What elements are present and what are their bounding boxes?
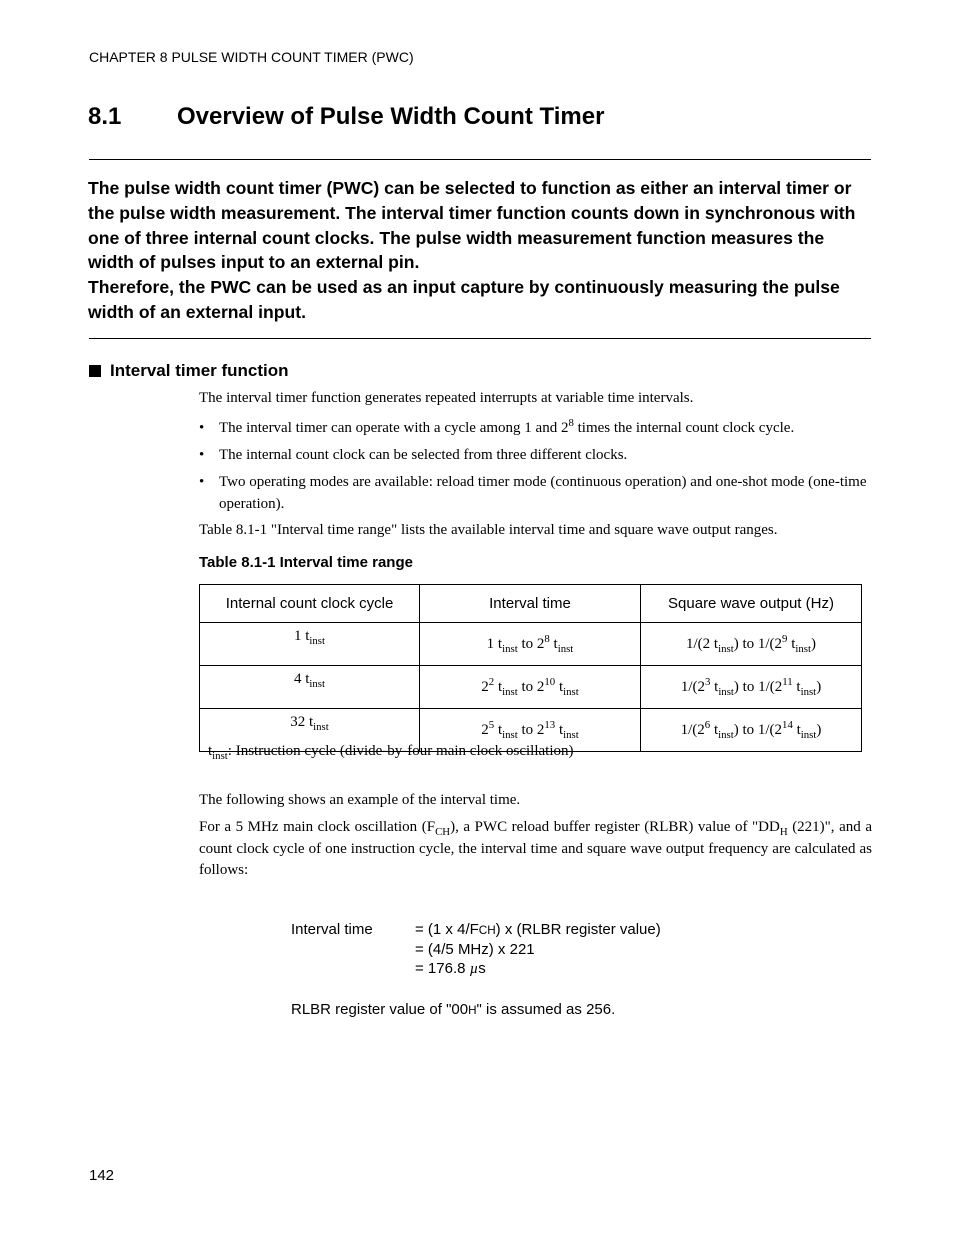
calc-equations <box>415 920 661 979</box>
subsection-heading <box>89 361 289 381</box>
divider-bottom <box>89 338 871 339</box>
table-header-row <box>200 585 862 623</box>
table-cell: 1/(2 $t_{inst}$) to $1/(2^9$ $t_{inst}$) <box>641 623 862 666</box>
column-header: Square wave output (Hz) <box>641 585 862 623</box>
table-cell: 1 $t_{inst}$ to $2^8$ $t_{inst}$ <box>420 623 641 666</box>
column-header: Internal count clock cycle <box>200 585 420 623</box>
subsection-title: Interval timer function <box>110 361 289 380</box>
bullet-dot-icon: • <box>199 420 205 436</box>
table-row <box>200 666 862 709</box>
table-cell: 32 $t_{inst}$ <box>200 709 420 752</box>
table-cell: 4 $t_{inst}$ <box>200 666 420 709</box>
paragraph-example-conditions: For a 5 MHz main clock oscillation $(F_{CH})$, a PWC reload buffer register (RLBR) value of "$DD_H$ (221)", and a count clock cycle of one instruction cycle, the interval time and square wave output frequency are calculated as follows: <box>199 819 872 878</box>
calc-label: Interval time <box>291 921 373 938</box>
section-number: 8.1 <box>88 103 122 130</box>
bullet-item: • The interval timer can operate with a cycle among 1 and $2^8$ times the internal count clock cycle. <box>199 418 872 445</box>
table-cell: $2^2$ $t_{inst}$ to $2^{10}$ $t_{inst}$ <box>420 666 641 709</box>
calc-line: = (4/5 MHz) x 221 <box>415 941 535 958</box>
table-caption: Table 8.1-1 Interval time range <box>199 554 413 571</box>
table-row <box>200 623 862 666</box>
paragraph-intro: The interval timer function generates repeated interrupts at variable time intervals. <box>199 390 694 406</box>
page-number: 142 <box>89 1167 115 1184</box>
interval-time-table <box>199 584 862 752</box>
paragraph-example-intro: The following shows an example of the interval time. <box>199 792 521 808</box>
chapter-header: CHAPTER 8 PULSE WIDTH COUNT TIMER (PWC) <box>89 49 414 65</box>
square-bullet-icon <box>89 365 101 377</box>
bullet-item: • The internal count clock can be selected from three different clocks. <box>199 445 872 472</box>
table-cell: $1/(2^3$ $t_{inst}$) to $1/(2^{11}$ $t_{inst}$) <box>641 666 862 709</box>
column-header: Interval time <box>420 585 641 623</box>
intro-summary <box>88 176 858 325</box>
divider-top <box>89 159 871 160</box>
intro-paragraph-2: Therefore, the PWC can be used as an input capture by continuously measuring the pulse width of an external input. <box>88 277 840 322</box>
intro-paragraph-1: The pulse width count timer (PWC) can be selected to function as either an interval timer or the pulse width measurement. The interval timer function counts down in synchronous with one of three internal count clocks. The pulse width measurement function measures the width of pulses input to an external pin. <box>88 178 856 273</box>
calc-line: = 176.8 µs <box>415 960 486 977</box>
calc-line: = (1 x 4/FCH) x (RLBR register value) <box>415 921 661 938</box>
table-cell: $2^5$ $t_{inst}$ to $2^{13}$ $t_{inst}$ <box>420 709 641 752</box>
table-cell: 1 $t_{inst}$ <box>200 623 420 666</box>
paragraph-table-ref: Table 8.1-1 "Interval time range" lists the available interval time and square wave output ranges. <box>199 522 778 538</box>
calc-note: RLBR register value of "00H" is assumed as 256. <box>291 1001 616 1018</box>
bullet-item: • Two operating modes are available: reload timer mode (continuous operation) and one-shot mode (one-time operation). <box>199 474 867 512</box>
table-cell: $1/(2^6$ $t_{inst}$) to $1/(2^{14}$ $t_{inst}$) <box>641 709 862 752</box>
section-title: Overview of Pulse Width Count Timer <box>177 103 605 130</box>
bullet-dot-icon: • <box>199 474 205 490</box>
table-footnote: $t_{inst}$: Instruction cycle (divide-by-four main clock oscillation) <box>208 743 574 762</box>
bullet-dot-icon: • <box>199 447 205 463</box>
